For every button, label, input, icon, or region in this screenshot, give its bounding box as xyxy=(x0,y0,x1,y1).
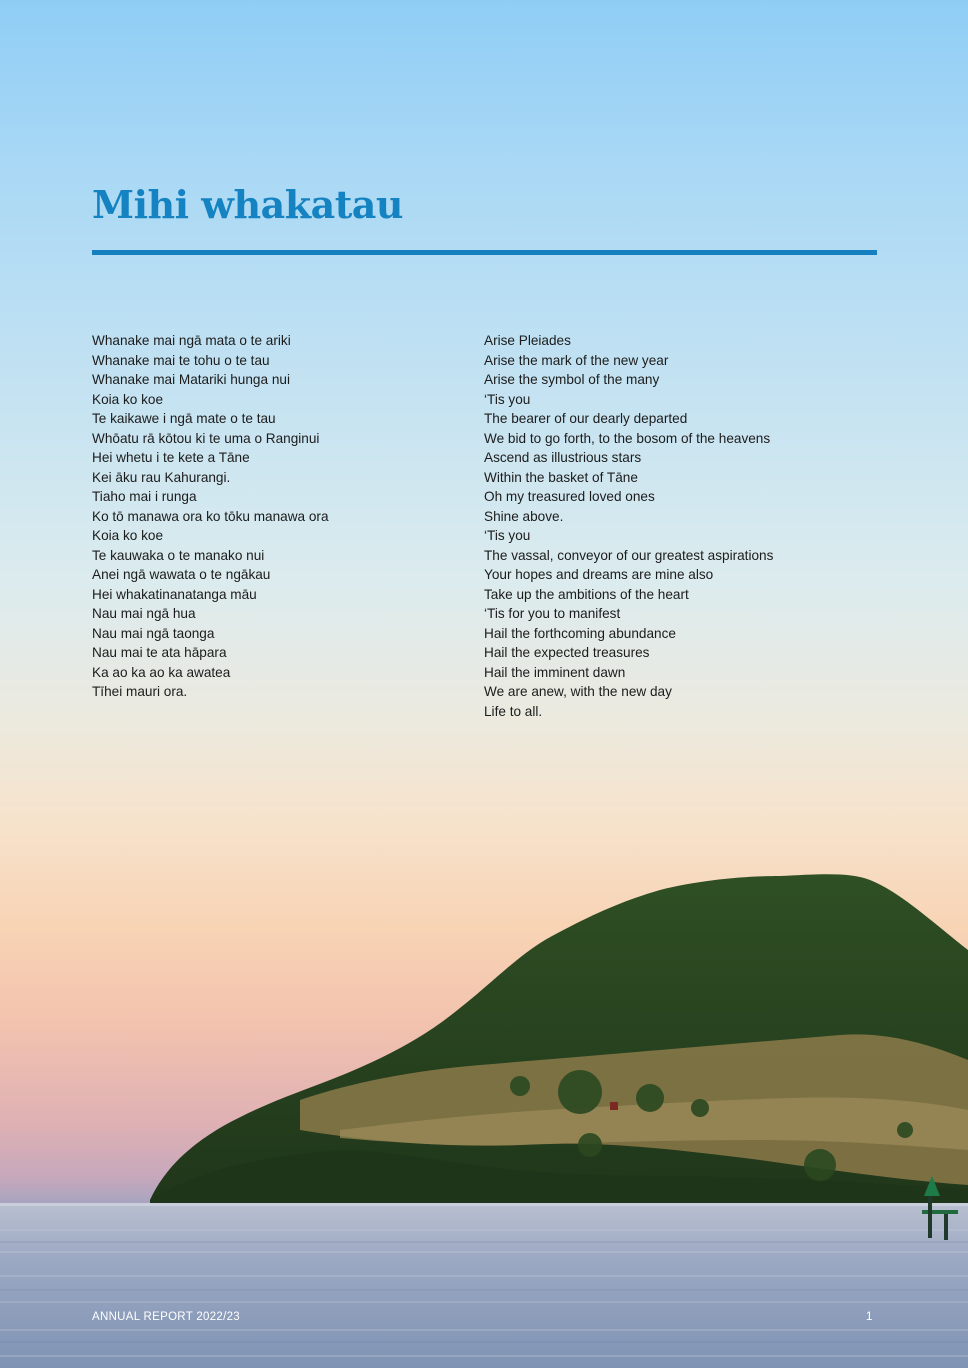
verse-line: ‘Tis for you to manifest xyxy=(484,606,621,621)
verse-line: ‘Tis you xyxy=(484,528,531,543)
verse-line: Tīhei mauri ora. xyxy=(92,684,188,699)
verse-line: Ascend as illustrious stars xyxy=(484,450,642,465)
verse-line: Hail the imminent dawn xyxy=(484,664,626,680)
verse-line: Shine above. xyxy=(484,508,564,524)
verse-line: Ka ao ka ao ka awatea xyxy=(92,664,231,680)
page-title: Mihi whakatau xyxy=(92,182,404,227)
verse-line: We bid to go forth, to the bosom of the heavens xyxy=(484,430,771,446)
verse-line: Within the basket of Tāne xyxy=(484,469,638,485)
verse-line: Nau mai te ata hāpara xyxy=(92,645,227,660)
verse-line: Nau mai ngā taonga xyxy=(92,625,215,641)
maori-verse xyxy=(92,331,329,702)
verse-line: Take up the ambitions of the heart xyxy=(484,586,689,602)
mountain-illustration xyxy=(150,874,968,1205)
verse-line: Oh my treasured loved ones xyxy=(484,489,655,504)
title-underline xyxy=(92,250,877,255)
verse-line: The bearer of our dearly departed xyxy=(484,411,688,426)
verse-line: Hail the expected treasures xyxy=(484,645,650,660)
page-number: 1 xyxy=(866,1311,873,1323)
verse-line: Arise the mark of the new year xyxy=(484,352,669,368)
footer-report-title: ANNUAL REPORT 2022/23 xyxy=(92,1311,240,1323)
verse-line: ‘Tis you xyxy=(484,391,531,407)
english-verse xyxy=(484,331,773,721)
verse-line: The vassal, conveyor of our greatest aspirations xyxy=(484,547,774,563)
verse-line: Te kauwaka o te manako nui xyxy=(92,547,265,563)
verse-line: Your hopes and dreams are mine also xyxy=(484,567,714,582)
verse-line: Arise Pleiades xyxy=(484,333,571,348)
verse-line: Kei āku rau Kahurangi. xyxy=(92,469,231,485)
verse-line: Hei whakatinanatanga māu xyxy=(92,586,257,602)
verse-line: We are anew, with the new day xyxy=(484,684,672,699)
verse-line: Koia ko koe xyxy=(92,528,164,543)
verse-line: Whōatu rā kōtou ki te uma o Ranginui xyxy=(92,430,320,446)
verse-line: Anei ngā wawata o te ngākau xyxy=(92,567,271,582)
sea-illustration xyxy=(0,1203,968,1368)
verse-line: Hail the forthcoming abundance xyxy=(484,625,676,641)
verse-line: Hei whetu i te kete a Tāne xyxy=(92,450,250,465)
verse-line: Whanake mai ngā mata o te ariki xyxy=(92,333,291,348)
verse-line: Tiaho mai i runga xyxy=(92,489,197,504)
verse-line: Te kaikawe i ngā mate o te tau xyxy=(92,411,276,426)
verse-line: Koia ko koe xyxy=(92,391,164,407)
verse-line: Whanake mai Matariki hunga nui xyxy=(92,372,290,387)
verse-line: Ko tō manawa ora ko tōku manawa ora xyxy=(92,508,329,524)
verse-line: Nau mai ngā hua xyxy=(92,606,196,621)
verse-line: Life to all. xyxy=(484,703,543,719)
verse-line: Arise the symbol of the many xyxy=(484,372,660,387)
verse-line: Whanake mai te tohu o te tau xyxy=(92,352,270,368)
